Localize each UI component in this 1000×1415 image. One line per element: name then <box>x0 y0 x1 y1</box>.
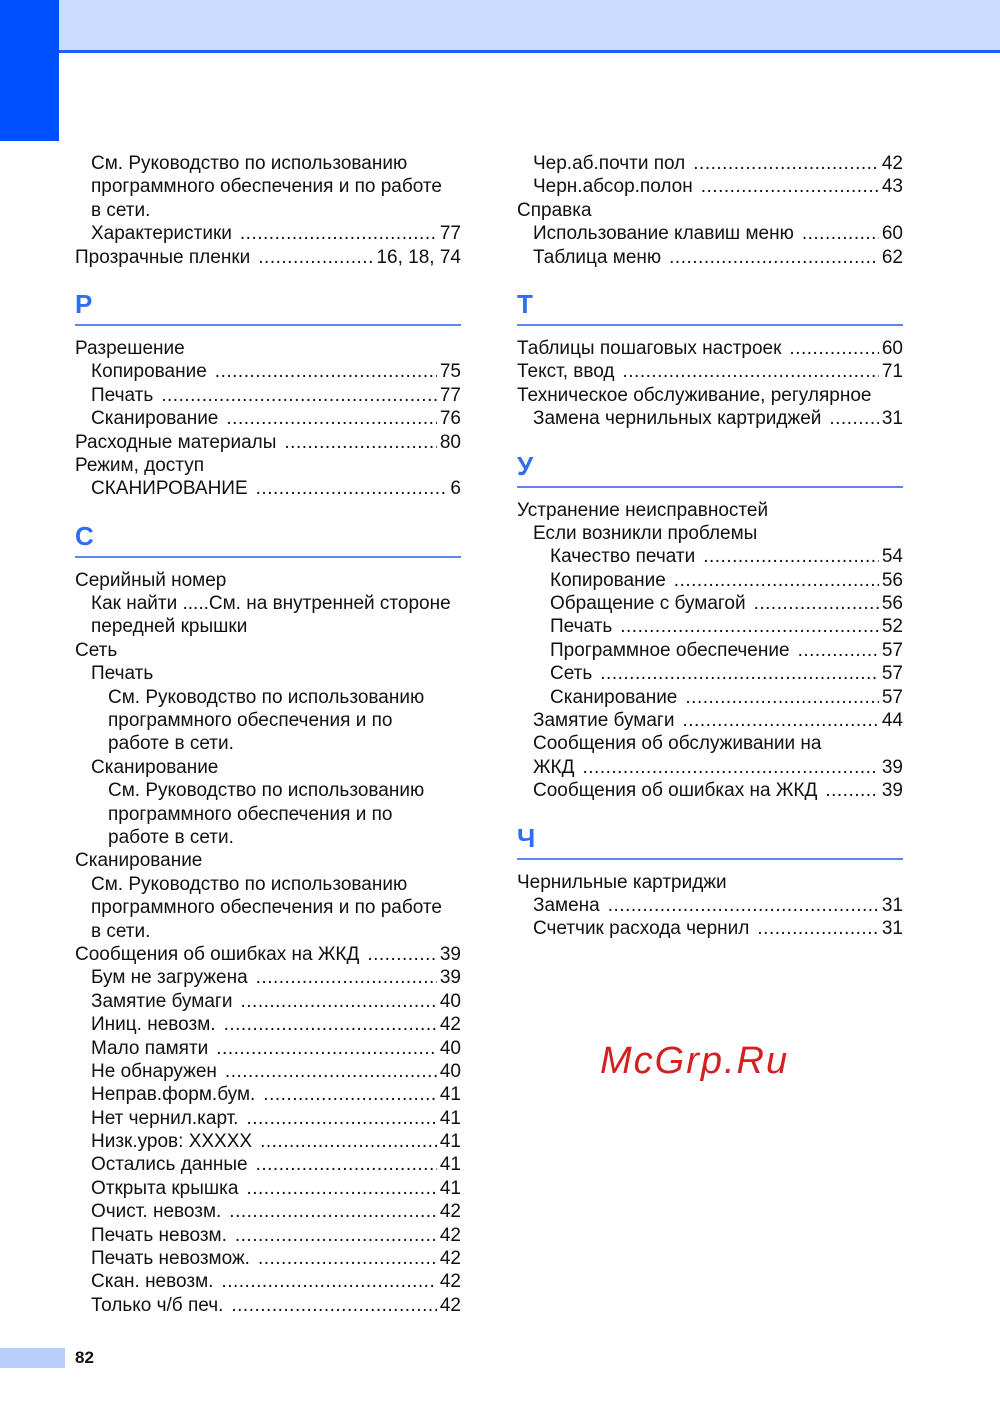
section-header <box>75 284 461 326</box>
index-entry <box>517 360 903 383</box>
entry-text: Только ч/б печ. <box>91 1294 224 1316</box>
entry-page-number: 52 <box>881 616 903 638</box>
index-entry <box>75 1060 461 1083</box>
index-entry <box>75 1083 461 1106</box>
entry-text: Текст, ввод <box>517 361 615 383</box>
index-entry <box>75 360 461 383</box>
index-entry <box>75 477 461 500</box>
entry-page-number: 71 <box>881 361 903 383</box>
entry-page-number: 76 <box>439 408 461 430</box>
index-entry <box>75 1037 461 1060</box>
entry-text: Печать невозм. <box>91 1224 227 1246</box>
index-entry <box>75 1013 461 1036</box>
entry-text: Замена чернильных картриджей <box>533 408 822 430</box>
section-letter: С <box>75 520 94 551</box>
index-entry <box>75 407 461 430</box>
index-entry <box>517 709 903 732</box>
dot-leader <box>231 1294 436 1317</box>
entry-text: Печать <box>550 616 613 638</box>
entry-text: Скан. невозм. <box>91 1271 214 1293</box>
entry-text: Сообщения об ошибках на ЖКД <box>533 780 818 802</box>
entry-text: ЖКД <box>533 756 575 778</box>
header-band <box>59 0 1000 53</box>
index-entry <box>517 662 903 685</box>
dot-leader <box>825 779 879 802</box>
entry-page-number: 41 <box>439 1154 461 1176</box>
index-entry <box>75 222 461 245</box>
index-entry <box>75 152 461 175</box>
dot-leader <box>685 686 878 709</box>
index-entry <box>517 732 903 755</box>
index-entry <box>75 431 461 454</box>
index-entry <box>75 1224 461 1247</box>
entry-page-number: 39 <box>439 943 461 965</box>
entry-text: передней крышки <box>91 616 248 638</box>
index-entry <box>517 639 903 662</box>
dot-leader <box>256 966 437 989</box>
dot-leader <box>802 222 879 245</box>
entry-page-number: 56 <box>881 569 903 591</box>
entry-page-number: 77 <box>439 223 461 245</box>
chapter-side-tab <box>0 0 59 141</box>
entry-text: См. Руководство по использованию <box>108 686 425 708</box>
dot-leader <box>256 1153 437 1176</box>
entry-text: См. Руководство по использованию <box>91 873 408 895</box>
entry-text: программного обеспечения и по работе <box>91 176 442 198</box>
index-entry <box>517 592 903 615</box>
dot-leader <box>240 990 436 1013</box>
dot-leader <box>221 1270 436 1293</box>
watermark: McGrp.Ru <box>600 1040 790 1082</box>
index-entry <box>517 407 903 430</box>
entry-text: Копирование <box>91 361 207 383</box>
dot-leader <box>620 615 879 638</box>
index-entry <box>75 943 461 966</box>
entry-page-number: 54 <box>881 546 903 568</box>
entry-text: Если возникли проблемы <box>533 522 758 544</box>
index-entry <box>75 709 461 732</box>
dot-leader <box>367 943 437 966</box>
entry-text: Как найти .....См. на внутренней стороне <box>91 593 451 615</box>
entry-text: Прозрачные пленки <box>75 246 251 268</box>
index-entry <box>75 990 461 1013</box>
dot-leader <box>260 1130 437 1153</box>
dot-leader <box>693 152 879 175</box>
dot-leader <box>258 1247 437 1270</box>
entry-page-number: 57 <box>881 639 903 661</box>
entry-text: Нет чернил.карт. <box>91 1107 239 1129</box>
index-entry <box>517 337 903 360</box>
entry-text: Не обнаружен <box>91 1060 217 1082</box>
entry-text: Остались данные <box>91 1154 248 1176</box>
index-entry <box>75 920 461 943</box>
index-entry <box>75 1153 461 1176</box>
dot-leader <box>224 1013 437 1036</box>
index-entry <box>75 849 461 872</box>
entry-text: Разрешение <box>75 337 185 359</box>
dot-leader <box>682 709 878 732</box>
entry-page-number: 16, 18, 74 <box>376 246 461 268</box>
index-entry <box>75 803 461 826</box>
index-entry <box>75 384 461 407</box>
entry-text: См. Руководство по использованию <box>91 153 408 174</box>
entry-page-number: 40 <box>439 1060 461 1082</box>
entry-text: Таблицы пошаговых настроек <box>517 337 782 359</box>
dot-leader <box>161 384 437 407</box>
entry-text: Сканирование <box>550 686 678 708</box>
entry-page-number: 31 <box>881 408 903 430</box>
entry-page-number: 60 <box>881 337 903 359</box>
entry-text: Сообщения об обслуживании на <box>533 733 822 755</box>
dot-leader <box>246 1107 436 1130</box>
index-column-right <box>517 152 903 941</box>
index-entry <box>517 871 903 894</box>
entry-text: Сканирование <box>75 850 203 872</box>
dot-leader <box>829 407 878 430</box>
entry-text: Бум не загружена <box>91 967 248 989</box>
entry-text: Чернильные картриджи <box>517 871 727 893</box>
entry-text: Черн.абсор.полон <box>533 176 693 198</box>
entry-text: Замятие бумаги <box>533 710 675 732</box>
section-header <box>517 446 903 488</box>
entry-text: Устранение неисправностей <box>517 499 769 521</box>
index-entry <box>517 246 903 269</box>
entry-text: Справка <box>517 199 592 221</box>
entry-text: Таблица меню <box>533 246 662 268</box>
index-entry <box>75 592 461 615</box>
dot-leader <box>284 431 436 454</box>
entry-page-number: 44 <box>881 710 903 732</box>
dot-leader <box>701 175 879 198</box>
index-entry <box>75 569 461 592</box>
entry-page-number: 41 <box>439 1084 461 1106</box>
entry-page-number: 39 <box>881 780 903 802</box>
index-entry <box>517 917 903 940</box>
entry-page-number: 31 <box>881 894 903 916</box>
section-letter: Т <box>517 288 533 319</box>
entry-page-number: 42 <box>439 1271 461 1293</box>
index-entry <box>517 175 903 198</box>
entry-page-number: 60 <box>881 223 903 245</box>
index-entry <box>75 756 461 779</box>
dot-leader <box>263 1083 437 1106</box>
index-entry <box>75 873 461 896</box>
index-entry <box>75 662 461 685</box>
entry-page-number: 43 <box>881 176 903 198</box>
section-letter: Ч <box>517 822 536 853</box>
index-entry <box>517 894 903 917</box>
index-entry <box>517 686 903 709</box>
index-entry <box>517 499 903 522</box>
dot-leader <box>623 360 879 383</box>
entry-text: Характеристики <box>91 223 232 245</box>
entry-text: Техническое обслуживание, регулярное <box>517 384 872 406</box>
entry-text: Сканирование <box>91 408 219 430</box>
entry-page-number: 42 <box>439 1294 461 1316</box>
index-entry <box>75 686 461 709</box>
entry-text: программного обеспечения и по <box>108 710 393 732</box>
dot-leader <box>600 662 879 685</box>
index-entry <box>75 779 461 802</box>
dot-leader <box>216 1037 437 1060</box>
entry-text: Режим, доступ <box>75 454 204 476</box>
dot-leader <box>674 569 879 592</box>
entry-text: Мало памяти <box>91 1037 209 1059</box>
index-entry <box>517 756 903 779</box>
dot-leader <box>608 894 879 917</box>
entry-page-number: 41 <box>439 1131 461 1153</box>
dot-leader <box>669 246 879 269</box>
entry-text: Замятие бумаги <box>91 990 233 1012</box>
entry-page-number: 56 <box>881 593 903 615</box>
index-entry <box>517 222 903 245</box>
entry-text: в сети. <box>91 199 151 221</box>
entry-text: Низк.уров: XXXXX <box>91 1131 253 1153</box>
index-entry <box>517 199 903 222</box>
entry-text: Печать невозмож. <box>91 1248 250 1270</box>
entry-page-number: 40 <box>439 990 461 1012</box>
index-entry <box>517 615 903 638</box>
entry-page-number: 42 <box>439 1014 461 1036</box>
index-entry <box>75 1247 461 1270</box>
dot-leader <box>789 337 878 360</box>
entry-text: программного обеспечения и по <box>108 803 393 825</box>
index-entry <box>75 1107 461 1130</box>
index-entry <box>517 384 903 407</box>
section-header <box>517 284 903 326</box>
dot-leader <box>256 477 448 500</box>
entry-page-number: 42 <box>881 153 903 174</box>
entry-text: Серийный номер <box>75 569 227 591</box>
dot-leader <box>798 639 879 662</box>
index-entry <box>75 826 461 849</box>
entry-text: Сеть <box>550 663 593 685</box>
dot-leader <box>582 756 878 779</box>
index-entry <box>75 1270 461 1293</box>
index-entry <box>75 337 461 360</box>
index-entry <box>517 545 903 568</box>
entry-text: Иниц. невозм. <box>91 1014 216 1036</box>
index-entry <box>75 175 461 198</box>
dot-leader <box>754 592 879 615</box>
entry-text: Открыта крышка <box>91 1177 239 1199</box>
entry-page-number: 39 <box>881 756 903 778</box>
index-entry <box>517 522 903 545</box>
index-entry <box>517 779 903 802</box>
dot-leader <box>215 360 437 383</box>
entry-text: Печать <box>91 663 154 685</box>
dot-leader <box>226 407 436 430</box>
index-entry <box>75 246 461 269</box>
index-entry <box>75 1200 461 1223</box>
index-entry <box>75 732 461 755</box>
entry-text: Неправ.форм.бум. <box>91 1084 256 1106</box>
entry-text: Расходные материалы <box>75 431 277 453</box>
index-entry <box>75 966 461 989</box>
entry-page-number: 77 <box>439 384 461 406</box>
index-entry <box>517 152 903 175</box>
entry-text: Обращение с бумагой <box>550 593 746 615</box>
entry-text: Копирование <box>550 569 666 591</box>
dot-leader <box>240 222 437 245</box>
entry-page-number: 57 <box>881 686 903 708</box>
dot-leader <box>235 1224 437 1247</box>
section-header <box>75 516 461 558</box>
entry-text: Печать <box>91 384 154 406</box>
entry-page-number: 41 <box>439 1107 461 1129</box>
entry-text: Сообщения об ошибках на ЖКД <box>75 943 360 965</box>
entry-text: в сети. <box>91 920 151 942</box>
index-entry <box>75 639 461 662</box>
dot-leader <box>229 1200 437 1223</box>
entry-text: Сканирование <box>91 756 219 778</box>
entry-text: Счетчик расхода чернил <box>533 918 750 940</box>
entry-text: Замена <box>533 894 600 916</box>
entry-page-number: 42 <box>439 1201 461 1223</box>
section-letter: У <box>517 450 534 481</box>
entry-text: Сеть <box>75 639 118 661</box>
page-number: 82 <box>75 1348 94 1367</box>
entry-page-number: 31 <box>881 918 903 940</box>
index-entry <box>517 569 903 592</box>
entry-page-number: 6 <box>450 478 461 500</box>
index-entry <box>75 454 461 477</box>
entry-page-number: 62 <box>881 246 903 268</box>
entry-page-number: 42 <box>439 1248 461 1270</box>
dot-leader <box>225 1060 437 1083</box>
entry-text: Качество печати <box>550 546 696 568</box>
section-header <box>517 818 903 860</box>
entry-text: Очист. невозм. <box>91 1201 222 1223</box>
entry-page-number: 75 <box>439 361 461 383</box>
index-entry <box>75 1177 461 1200</box>
entry-page-number: 41 <box>439 1177 461 1199</box>
index-entry <box>75 1294 461 1317</box>
entry-text: работе в сети. <box>108 733 234 755</box>
dot-leader <box>757 917 878 940</box>
entry-text: Использование клавиш меню <box>533 223 794 245</box>
index-entry <box>75 199 461 222</box>
entry-page-number: 80 <box>439 431 461 453</box>
entry-text: работе в сети. <box>108 826 234 848</box>
index-entry <box>75 896 461 919</box>
entry-text: СКАНИРОВАНИЕ <box>91 478 248 500</box>
index-column-left <box>75 152 461 1317</box>
dot-leader <box>258 246 373 269</box>
dot-leader <box>246 1177 436 1200</box>
entry-text: Программное обеспечение <box>550 639 790 661</box>
entry-page-number: 42 <box>439 1224 461 1246</box>
dot-leader <box>703 545 879 568</box>
entry-text: Чер.аб.почти пол <box>533 153 686 174</box>
entry-page-number: 40 <box>439 1037 461 1059</box>
section-letter: Р <box>75 288 93 319</box>
footer-bar <box>0 1348 65 1368</box>
entry-page-number: 39 <box>439 967 461 989</box>
entry-text: См. Руководство по использованию <box>108 780 425 802</box>
index-entry <box>75 1130 461 1153</box>
entry-page-number: 57 <box>881 663 903 685</box>
entry-text: программного обеспечения и по работе <box>91 897 442 919</box>
index-entry <box>75 615 461 638</box>
